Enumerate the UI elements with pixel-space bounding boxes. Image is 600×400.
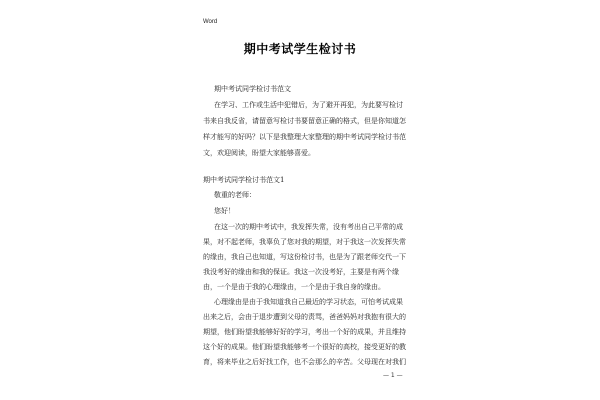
sample-p2-line-3: 期望，他们盼望我能够好好的学习，考出一个好的成果，并且维持 (203, 328, 406, 336)
sample-p2-line-2: 出来之后，会由于退步遭到父母的责骂，爸爸妈妈对我抱有很大的 (203, 313, 406, 321)
sample-greeting: 敬重的老师： (214, 191, 256, 199)
intro-line-3: 样才能写的好吗？以下是我整理大家整理的期中考试同学检讨书范 (203, 133, 406, 141)
sample-p2-line-4: 这个好的成果。他们盼望我能够考一个很好的高校，接受更好的教 (203, 343, 406, 351)
page-number: — 1 — (383, 372, 403, 379)
sample-p1-line-3: 的缘由，我自己也知道，写这份检讨书，也是为了跟老师交代一下 (203, 253, 406, 261)
intro-line-2: 书来自我反省，请留意写检讨书要留意正确的格式，但是你知道怎 (203, 117, 406, 125)
header-app-label: Word (203, 19, 218, 25)
sample-p1-line-1: 在这一次的期中考试中，我发挥失常，没有考出自己平常的成 (214, 223, 403, 231)
sample-p1-line-5: 由，一个是由于我的心理缘由，一个是由于我自身的缘由。 (203, 283, 385, 291)
sample-p2-line-5: 育，将来毕业之后好找工作，也不会那么的辛苦。父母现在对我们 (203, 358, 406, 366)
document-title: 期中考试学生检讨书 (243, 42, 357, 56)
intro-line-1: 在学习、工作或生活中犯错后，为了避开再犯，为此要写检讨 (214, 101, 403, 109)
sample-heading: 期中考试同学检讨书范文1 (203, 176, 285, 184)
intro-line-4: 文，欢迎阅读，盼望大家能够喜爱。 (203, 149, 315, 157)
sample-salutation: 您好！ (214, 207, 235, 215)
sample-p1-line-2: 果，对不起老师，我辜负了您对我的期望，对于我这一次发挥失常 (203, 238, 406, 246)
intro-heading: 期中考试同学检讨书范文 (214, 85, 291, 93)
sample-p2-line-1: 心理缘由是由于我知道我自己最近的学习状态，可怕考试成果 (214, 298, 403, 306)
sample-p1-line-4: 我没考好的缘由和我的保证。我这一次没考好，主要是有两个缘 (203, 268, 399, 276)
